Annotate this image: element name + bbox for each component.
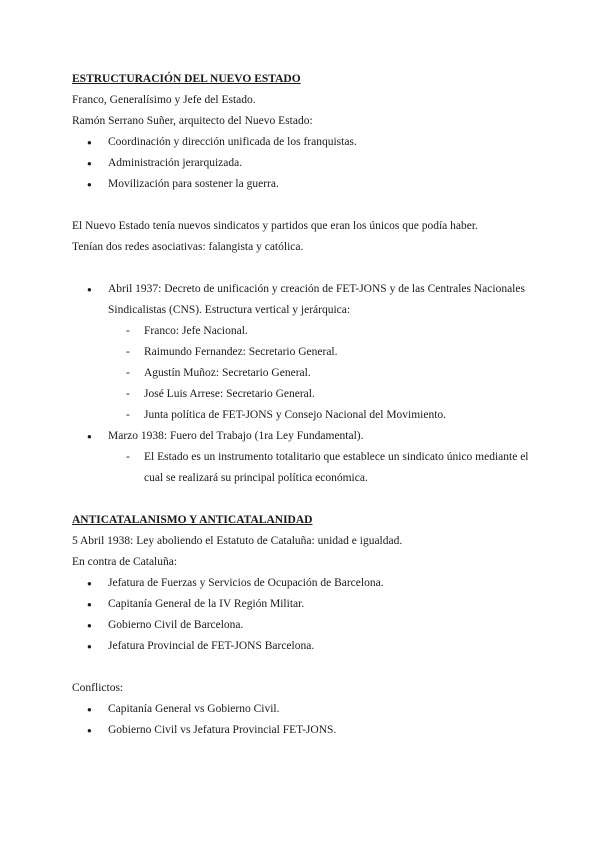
list-item: ● Administración jerarquizada. (72, 153, 542, 174)
list-item: - Raimundo Fernandez: Secretario General. (108, 342, 542, 363)
dash-list (108, 447, 542, 489)
bullet-list (72, 132, 542, 195)
text-line: Conflictos: (72, 682, 124, 694)
text-line: Tenían dos redes asociativas: falangista y católica. (72, 241, 304, 253)
dash-list (108, 321, 542, 426)
text-line: Franco, Generalísimo y Jefe del Estado. (72, 94, 256, 106)
list-item (72, 279, 542, 426)
list-item: ● Gobierno Civil de Barcelona. (72, 615, 542, 636)
list-item: - Junta política de FET-JONS y Consejo Nacional del Movimiento. (108, 405, 542, 426)
list-item: - José Luis Arrese: Secretario General. (108, 384, 542, 405)
list-item: ● Jefatura Provincial de FET-JONS Barcelona. (72, 636, 542, 657)
text-line: Ramón Serrano Suñer, arquitecto del Nuevo Estado: (72, 115, 313, 127)
list-item: - El Estado es un instrumento totalitario que establece un sindicato único mediante el cual se realizará su principal política económica. (108, 447, 542, 489)
list-item: ● Coordinación y dirección unificada de los franquistas. (72, 132, 542, 153)
list-item: - Agustín Muñoz: Secretario General. (108, 363, 542, 384)
event-text: Abril 1937: Decreto de unificación y creación de FET-JONS y de las Centrales Nacionales Sindicalistas (CNS). Estructura vertical y jerárquica: (108, 283, 525, 316)
document-body (72, 69, 542, 741)
list-item: ● Gobierno Civil vs Jefatura Provincial FET-JONS. (72, 720, 542, 741)
list-item: ● Jefatura de Fuerzas y Servicios de Ocupación de Barcelona. (72, 573, 542, 594)
spacer (72, 195, 542, 216)
bullet-list (72, 699, 542, 741)
spacer (72, 489, 542, 510)
event-list (72, 279, 542, 489)
list-item (72, 426, 542, 489)
list-item: ● Capitanía General vs Gobierno Civil. (72, 699, 542, 720)
spacer (72, 657, 542, 678)
list-item: ● Movilización para sostener la guerra. (72, 174, 542, 195)
spacer (72, 258, 542, 279)
text-line: El Nuevo Estado tenía nuevos sindicatos y partidos que eran los únicos que podía haber. (72, 220, 478, 232)
section-title-anticatalanismo: ANTICATALANISMO Y ANTICATALANIDAD (72, 514, 313, 526)
text-line: En contra de Cataluña: (72, 556, 178, 568)
event-text: Marzo 1938: Fuero del Trabajo (1ra Ley Fundamental). (108, 430, 364, 442)
text-line: 5 Abril 1938: Ley aboliendo el Estatuto de Cataluña: unidad e igualdad. (72, 535, 403, 547)
bullet-list (72, 573, 542, 657)
list-item: ● Capitanía General de la IV Región Militar. (72, 594, 542, 615)
section-title-estructuracion: ESTRUCTURACIÓN DEL NUEVO ESTADO (72, 73, 301, 85)
list-item: - Franco: Jefe Nacional. (108, 321, 542, 342)
